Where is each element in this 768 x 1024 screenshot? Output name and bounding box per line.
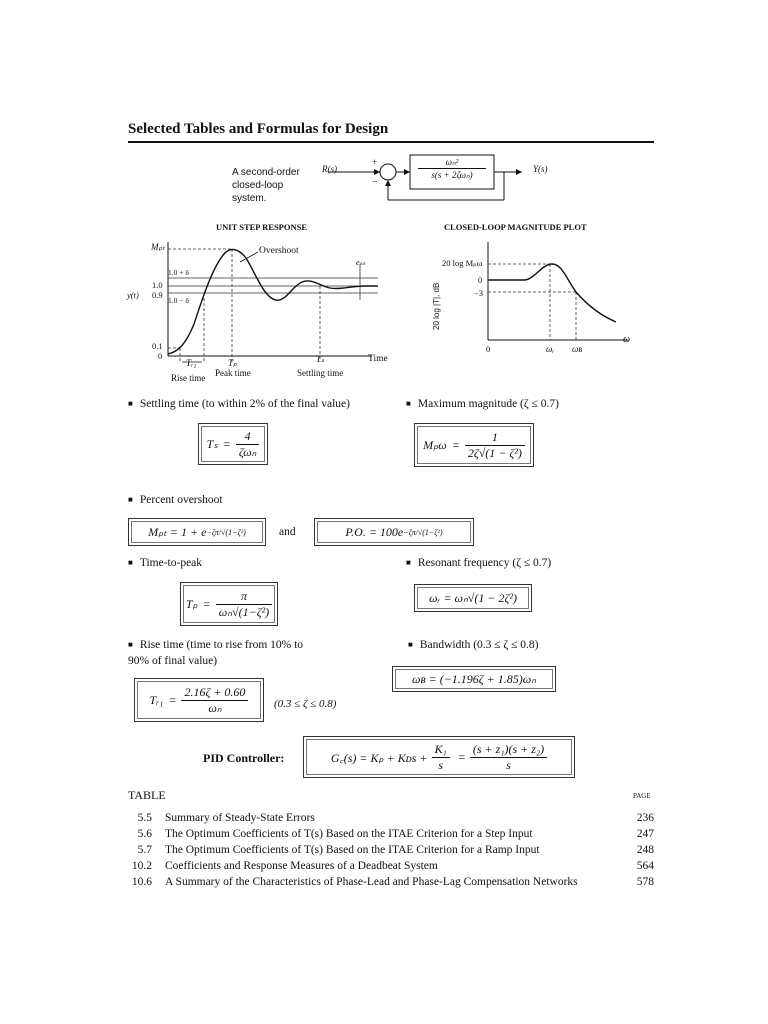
ts-lhs: Tₛ — [206, 436, 218, 451]
po-formula: P.O. = 100e — [345, 524, 404, 539]
tp-denominator: ωₙ√(1−ζ²) — [218, 604, 270, 619]
table-page: 564 — [636, 860, 654, 872]
table-page: 578 — [636, 876, 654, 888]
time-to-peak-heading: ■ Time-to-peak — [128, 557, 202, 569]
magnitude-plot-title: CLOSED-LOOP MAGNITUDE PLOT — [444, 222, 587, 232]
table-row — [128, 844, 654, 860]
ts-label: Tₛ — [316, 354, 325, 364]
mpw-lhs: Mₚω — [423, 437, 447, 452]
mpw-denominator: 2ζ√(1 − ζ²) — [467, 445, 522, 460]
ts-numerator: 4 — [236, 429, 259, 445]
output-label: Y(s) — [533, 164, 548, 174]
max-magnitude-heading: ■ Maximum magnitude (ζ ≤ 0.7) — [406, 398, 559, 410]
y-one: 1.0 — [152, 280, 163, 290]
page-heading: PAGE — [633, 792, 651, 800]
tr-lhs: Tᵣ₁ — [149, 692, 164, 707]
pid-ki-numerator: K₁ — [432, 742, 450, 758]
input-label: R(s) — [322, 164, 337, 174]
mpt-label: Mₚₜ — [151, 242, 166, 252]
percent-overshoot-formula — [314, 518, 474, 546]
time-axis-label: Time — [368, 354, 388, 364]
magnitude-tick-zero: 0 — [478, 275, 483, 285]
mpw-numerator: 1 — [465, 430, 525, 446]
table-description: The Optimum Coefficients of T(s) Based on the ITAE Criterion for a Step Input — [165, 828, 533, 840]
bandwidth-heading: ■ Bandwidth (0.3 ≤ ζ ≤ 0.8) — [408, 639, 538, 651]
table-number: 5.6 — [137, 828, 152, 840]
table-number: 10.6 — [131, 876, 152, 888]
magnitude-y-axis-label: 20 log |T|, dB — [432, 282, 441, 330]
resonant-frequency-heading: ■ Resonant frequency (ζ ≤ 0.7) — [406, 557, 551, 569]
magnitude-tick-minus3: −3 — [474, 288, 484, 298]
block-diagram-caption: A second-order closed-loop system. — [232, 167, 300, 204]
pid-denominator: s — [506, 757, 511, 772]
po-exponent: −ζπ/√(1−ζ²) — [403, 527, 443, 537]
omega-axis-label: ω — [623, 334, 631, 345]
table-description: Coefficients and Response Measures of a Deadbeat System — [165, 860, 438, 872]
minus-sign: − — [372, 177, 378, 188]
table-description: The Optimum Coefficients of T(s) Based on the ITAE Criterion for a Ramp Input — [165, 844, 540, 856]
table-row — [128, 876, 654, 892]
step-response-title: UNIT STEP RESPONSE — [216, 222, 308, 232]
tf-numerator: ωₙ² — [445, 157, 459, 167]
rise-time-formula: Tᵣ₁ = $\frac{2.16\zeta + 0.60}{\text{ωₙ}}$ — [134, 678, 264, 722]
y-axis-label: y(t) — [127, 290, 139, 300]
table-row — [128, 828, 654, 844]
and-label: and — [279, 526, 296, 538]
page-title: Selected Tables and Formulas for Design — [128, 121, 389, 137]
pid-equals: = — [457, 749, 466, 764]
omega-b-label: ωʙ — [572, 344, 583, 354]
ts-denominator: ζωₙ — [238, 444, 257, 459]
settling-time-heading: ■ Settling time (to within 2% of the final value) — [128, 398, 350, 410]
tp-label: Tₚ — [228, 358, 237, 368]
y-plus-delta: 1.0 + δ — [168, 268, 189, 277]
transfer-function — [410, 156, 494, 181]
mpt-formula: Mₚₜ = 1 + e — [148, 524, 207, 539]
table-page: 248 — [636, 844, 654, 856]
table-description: Summary of Steady-State Errors — [165, 812, 315, 824]
table-row — [128, 860, 654, 876]
tr-label: Tᵣ₁ — [186, 358, 197, 368]
table-description: A Summary of the Characteristics of Phase-Lead and Phase-Lag Compensation Networks — [165, 876, 578, 888]
time-to-peak-formula: Tₚ = $\frac{\pi}{\text{ωₙ√(1−ζ²)}}$ — [180, 582, 278, 626]
tr-numerator: 2.16ζ + 0.60 — [181, 685, 248, 701]
pid-controller-formula — [303, 736, 575, 778]
table-number: 5.7 — [137, 844, 152, 856]
plus-sign: + — [372, 157, 378, 167]
y-minus-delta: 1.0 − δ — [168, 296, 189, 305]
rise-time-range: (0.3 ≤ ζ ≤ 0.8) — [274, 698, 337, 710]
table-row — [128, 812, 654, 828]
tf-denominator: s(s + 2ζωₙ) — [418, 168, 486, 181]
omega-r-label: ωᵣ — [546, 344, 555, 354]
tp-lhs: Tₚ — [185, 596, 198, 611]
table-page: 236 — [636, 812, 654, 824]
rise-time-heading-line2: 90% of final value) — [128, 655, 218, 667]
tp-numerator: π — [216, 589, 272, 605]
pid-controller-label: PID Controller: — [203, 751, 285, 765]
rise-time-label: Rise time — [171, 373, 206, 383]
settling-time-formula: Tₛ = $\frac{4}{\text{ζωₙ}}$ — [198, 423, 268, 465]
ess-label: eₛₛ — [356, 258, 366, 267]
tr-denominator: ωₙ — [208, 700, 222, 715]
resonant-frequency-formula: ωᵣ = ωₙ√(1 − 2ζ²) — [414, 584, 532, 612]
table-heading: TABLE — [128, 788, 166, 802]
peak-time-label: Peak time — [215, 368, 251, 378]
y-point-one: 0.1 — [152, 341, 163, 351]
pid-numerator: (s + z₁)(s + z₂) — [470, 742, 547, 758]
magnitude-plot — [420, 236, 640, 366]
max-magnitude-formula: Mₚω = $\frac{1}{\text{2ζ√(1 − ζ²)}}$ — [414, 423, 534, 467]
peak-magnitude-formula — [128, 518, 266, 546]
table-number: 5.5 — [137, 812, 152, 824]
y-zero: 0 — [158, 351, 163, 361]
magnitude-x-zero: 0 — [486, 344, 491, 354]
mpt-exponent: −ζπ/√(1−ζ²) — [206, 527, 246, 537]
title-rule — [128, 141, 654, 143]
settling-time-label: Settling time — [297, 368, 344, 378]
table-number: 10.2 — [131, 860, 152, 872]
magnitude-tick-peak: 20 log Mₚω — [442, 258, 483, 268]
bandwidth-formula: ωʙ = (−1.196ζ + 1.85)ωₙ — [392, 666, 556, 692]
rise-time-heading: ■ Rise time (time to rise from 10% to — [128, 639, 303, 651]
table-page: 247 — [636, 828, 654, 840]
percent-overshoot-heading: ■ Percent overshoot — [128, 494, 223, 506]
pid-ki-denominator: s — [438, 757, 444, 772]
overshoot-label: Overshoot — [259, 246, 299, 256]
y-point-nine: 0.9 — [152, 290, 163, 300]
pid-lhs: G꜀(s) = Kₚ + Kᴅs + — [330, 750, 428, 765]
